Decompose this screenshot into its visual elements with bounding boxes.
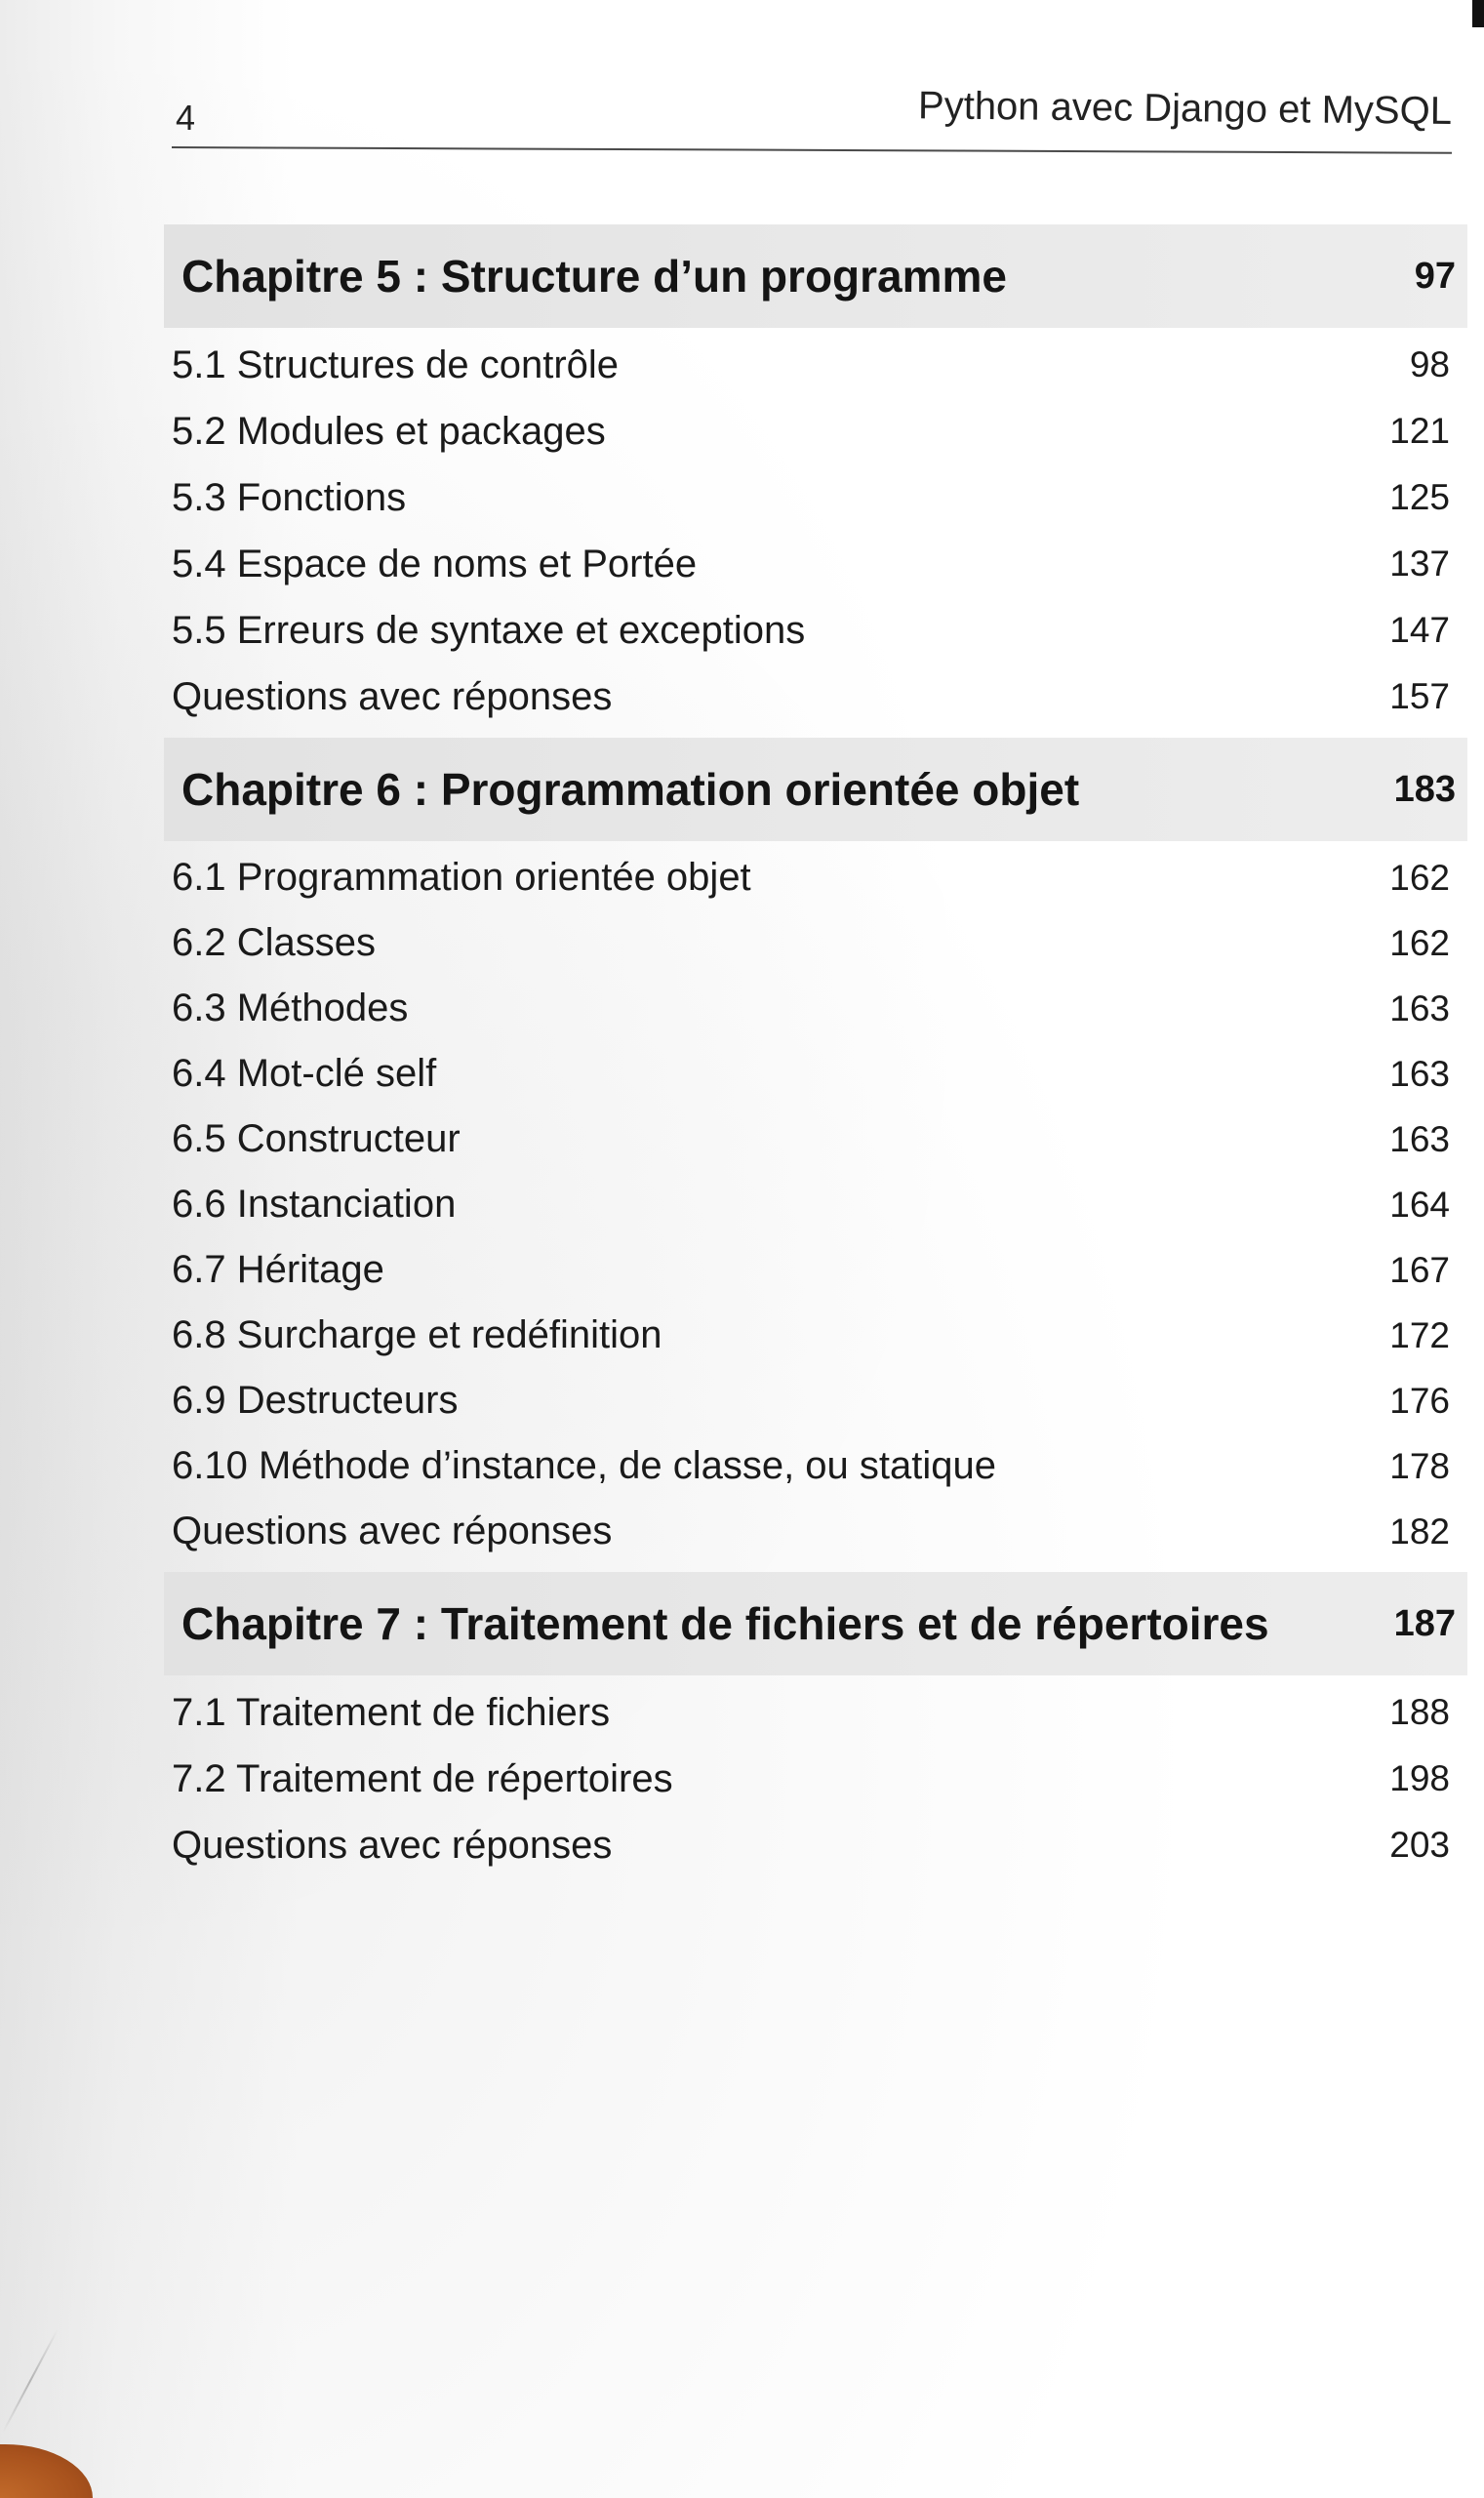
entry-title: 6.9 Destructeurs bbox=[172, 1379, 459, 1422]
entry-page-number: 162 bbox=[1389, 857, 1450, 898]
entry-page-number: 203 bbox=[1389, 1825, 1450, 1865]
entry-title: Questions avec réponses bbox=[172, 1510, 613, 1552]
toc-entry[interactable] bbox=[172, 664, 1452, 730]
toc-entry[interactable] bbox=[172, 1303, 1452, 1368]
toc-entry[interactable] bbox=[172, 910, 1452, 976]
page-edge-mark bbox=[1472, 0, 1484, 27]
entry-page-number: 163 bbox=[1389, 1053, 1450, 1094]
chapter-page-number: 97 bbox=[1414, 255, 1456, 297]
entry-page-number: 163 bbox=[1389, 1118, 1450, 1159]
entry-title: 6.4 Mot-clé self bbox=[172, 1052, 437, 1095]
entry-title: 6.7 Héritage bbox=[172, 1248, 384, 1291]
toc-entry[interactable] bbox=[172, 1433, 1452, 1499]
entry-title: 5.4 Espace de noms et Portée bbox=[172, 542, 698, 585]
chapter-6 bbox=[172, 738, 1456, 1572]
chapter-page-number: 187 bbox=[1393, 1602, 1456, 1644]
chapter-7 bbox=[172, 1572, 1456, 1886]
entry-page-number: 162 bbox=[1389, 922, 1450, 963]
chapter-page-number: 183 bbox=[1393, 768, 1456, 810]
entry-page-number: 125 bbox=[1389, 477, 1450, 517]
chapter-title: Chapitre 5 : Structure d’un programme bbox=[181, 251, 1008, 302]
toc-entry[interactable] bbox=[172, 1107, 1452, 1172]
entry-title: 6.10 Méthode d’instance, de classe, ou statique bbox=[172, 1444, 996, 1487]
toc-entry[interactable] bbox=[172, 1368, 1452, 1433]
entry-title: Questions avec réponses bbox=[172, 1823, 613, 1867]
toc-entry[interactable] bbox=[172, 464, 1452, 531]
toc-entry[interactable] bbox=[172, 1172, 1452, 1237]
entry-page-number: 172 bbox=[1389, 1314, 1450, 1355]
toc-entry[interactable] bbox=[172, 332, 1452, 398]
toc-entry[interactable] bbox=[172, 1041, 1452, 1107]
entry-page-number: 121 bbox=[1389, 411, 1450, 451]
entry-page-number: 182 bbox=[1389, 1511, 1450, 1551]
toc-entry[interactable] bbox=[172, 1237, 1452, 1303]
chapter-title: Chapitre 7 : Traitement de fichiers et de répertoires bbox=[181, 1598, 1269, 1649]
entry-title: 6.5 Constructeur bbox=[172, 1117, 461, 1160]
chapter-heading[interactable] bbox=[164, 1572, 1467, 1675]
entry-page-number: 147 bbox=[1389, 610, 1450, 650]
page-crease bbox=[2, 2329, 59, 2434]
entry-title: 5.1 Structures de contrôle bbox=[172, 342, 620, 386]
entry-page-number: 176 bbox=[1389, 1380, 1450, 1421]
entry-title: 7.2 Traitement de répertoires bbox=[172, 1756, 673, 1800]
entry-title: 6.3 Méthodes bbox=[172, 987, 409, 1029]
toc-entry[interactable] bbox=[172, 976, 1452, 1041]
entry-page-number: 188 bbox=[1389, 1692, 1450, 1732]
toc-entry[interactable] bbox=[172, 531, 1452, 597]
entry-title: 6.2 Classes bbox=[172, 921, 376, 964]
chapter-heading[interactable] bbox=[164, 224, 1467, 328]
chapter-title: Chapitre 6 : Programmation orientée objet bbox=[181, 764, 1080, 815]
entry-title: 6.8 Surcharge et redéfinition bbox=[172, 1313, 662, 1356]
toc-entry[interactable] bbox=[172, 597, 1452, 664]
entry-title: 5.5 Erreurs de syntaxe et exceptions bbox=[172, 608, 806, 652]
entry-title: 5.3 Fonctions bbox=[172, 475, 407, 519]
entry-title: 7.1 Traitement de fichiers bbox=[172, 1690, 611, 1734]
entry-title: 5.2 Modules et packages bbox=[172, 409, 606, 453]
toc-entry[interactable] bbox=[172, 398, 1452, 464]
chapter-heading[interactable] bbox=[164, 738, 1467, 841]
page-number: 4 bbox=[176, 98, 196, 138]
corner-background bbox=[0, 2444, 93, 2498]
entry-page-number: 137 bbox=[1389, 544, 1450, 584]
toc-entry[interactable] bbox=[172, 1499, 1452, 1564]
entry-title: Questions avec réponses bbox=[172, 674, 613, 718]
entry-page-number: 98 bbox=[1409, 344, 1450, 384]
book-title: Python avec Django et MySQL bbox=[917, 84, 1453, 133]
chapter-entries bbox=[172, 841, 1452, 1572]
table-of-contents bbox=[172, 224, 1456, 1886]
entry-title: 6.1 Programmation orientée objet bbox=[172, 856, 751, 899]
chapter-entries bbox=[172, 1675, 1452, 1886]
toc-entry[interactable] bbox=[172, 1679, 1452, 1746]
entry-title: 6.6 Instanciation bbox=[172, 1183, 457, 1226]
entry-page-number: 178 bbox=[1389, 1445, 1450, 1486]
entry-page-number: 167 bbox=[1389, 1249, 1450, 1290]
chapter-entries bbox=[172, 328, 1452, 738]
chapter-5 bbox=[172, 224, 1456, 738]
toc-entry[interactable] bbox=[172, 845, 1452, 910]
toc-entry[interactable] bbox=[172, 1812, 1452, 1878]
toc-entry[interactable] bbox=[172, 1746, 1452, 1812]
running-header bbox=[172, 84, 1453, 148]
entry-page-number: 164 bbox=[1389, 1184, 1450, 1225]
entry-page-number: 198 bbox=[1389, 1758, 1450, 1798]
entry-page-number: 157 bbox=[1389, 676, 1450, 716]
entry-page-number: 163 bbox=[1389, 987, 1450, 1028]
